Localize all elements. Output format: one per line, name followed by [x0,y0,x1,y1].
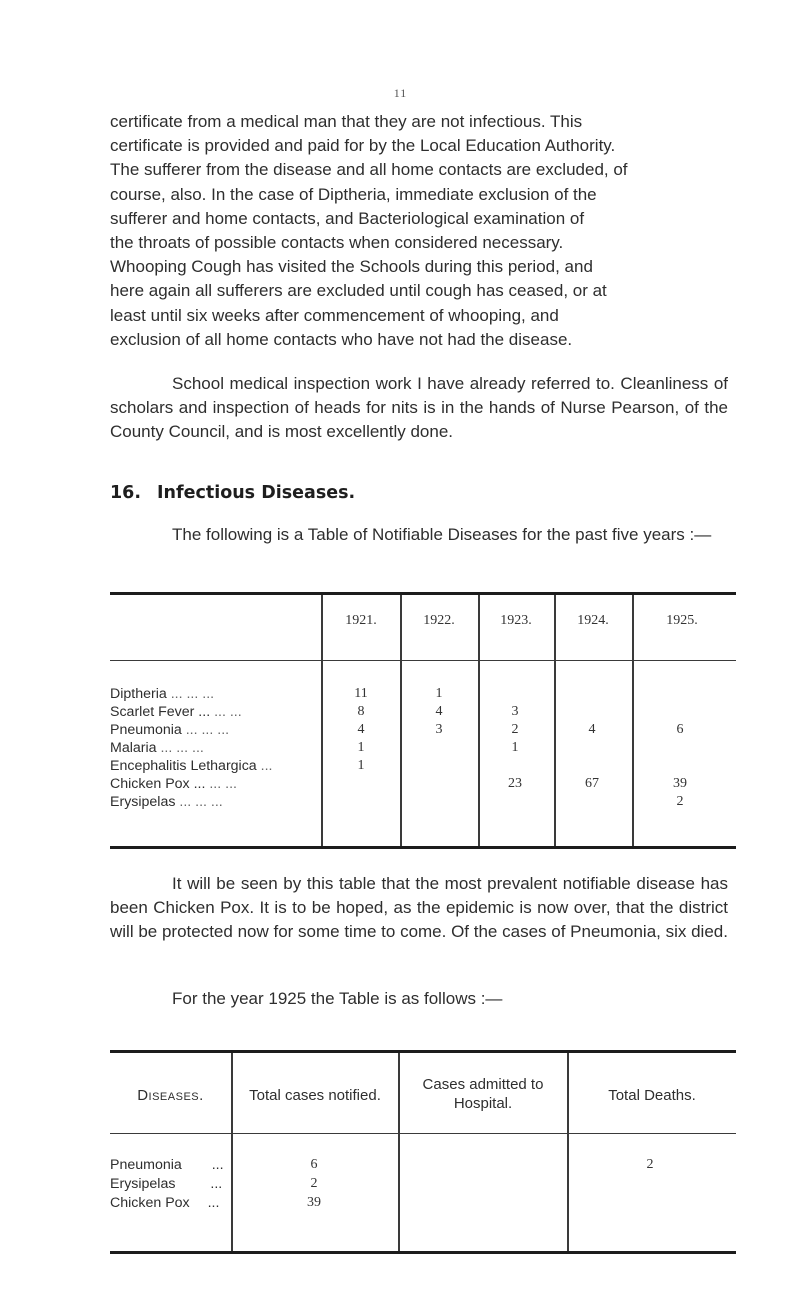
table-bottom-rule [110,1251,736,1254]
table-bottom-rule [110,846,736,849]
column-divider [554,595,556,846]
table-cell: 4 [357,722,365,737]
table-cell: 4 [588,722,596,737]
text-line: sufferer and home contacts, and Bacteriological examination of [110,208,585,228]
text-line: certificate from a medical man that they are not infectious. This [110,112,583,131]
table-cell: 4 [435,704,443,719]
year-header: 1924. [577,613,609,628]
table-cell: 2 [646,1157,654,1172]
year-header: 1921. [345,613,377,628]
column-divider [632,595,634,846]
paragraph-prevalence: It will be seen by this table that the most prevalent notifiable disease has been Chicken Pox. It is to be hoped, as the epidemic is now over, that the district will be protected now for some time to come. Of the cases of Pneumonia, six died. [110,874,728,942]
header-rule [568,1133,736,1134]
text-line: The sufferer from the disease and all home contacts are excluded, of [110,160,628,180]
table-top-rule [110,592,736,595]
header-diseases: Diseases. [137,1087,204,1104]
header-total-notified: Total cases notified. [249,1087,381,1104]
header-admitted-line: Hospital. [453,1095,513,1112]
table-cell: 6 [310,1157,318,1172]
header-rule [399,1133,567,1134]
text-line: certificate is provided and paid for by the Local Education Authority. [110,136,616,156]
year-header: 1925. [666,613,698,628]
header-rule [555,660,632,661]
table-cell: 3 [511,704,519,719]
paragraph-table-intro: The following is a Table of Notifiable Diseases for the past five years :— [172,525,712,544]
page-number: 11 [393,86,408,100]
table-row-label: Pneumonia ... ... ... [110,722,230,738]
header-total-deaths: Total Deaths. [608,1087,696,1104]
table-row-label: Scarlet Fever ... ... ... [110,704,242,720]
text-line: the throats of possible contacts when considered necessary. [110,233,564,253]
table-top-rule [110,1050,736,1053]
section-title: Infectious Diseases. [157,483,356,503]
table-row-label: Encephalitis Lethargica ... [110,758,273,774]
table-cell: 2 [511,722,519,737]
text-line: Whooping Cough has visited the Schools during this period, and [110,257,593,277]
table-row-label: Erysipelas ... [110,1176,223,1192]
table-row-label: Malaria ... ... ... [110,740,204,756]
header-rule [479,660,554,661]
text-line: least until six weeks after commencement of whooping, and [110,305,559,325]
table-cell: 1 [511,740,519,755]
table-cell: 2 [676,794,684,809]
table-cell: 1 [357,758,365,773]
text-line: exclusion of all home contacts who have not had the disease. [110,329,573,349]
paragraph-inspection: School medical inspection work I have already referred to. Cleanliness of scholars and inspection of heads for nits is in the hands of Nurse Pearson, of the County Council, and is most excellently done. [110,374,728,442]
header-admitted [399,1075,567,1113]
table-cell: 8 [357,704,365,719]
table-row-label: Chicken Pox ... ... ... [110,776,237,792]
header-rule [110,660,321,661]
table-row-label: Erysipelas ... ... ... [110,794,223,810]
section-number: 16. [110,483,142,503]
section-heading [110,483,371,503]
table-row-label: Chicken Pox ... [110,1195,220,1211]
header-rule [110,1133,231,1134]
table-cell: 39 [673,776,687,791]
year-header: 1923. [500,613,532,628]
column-divider [478,595,480,846]
header-rule [322,660,400,661]
table-cell: 3 [435,722,443,737]
table-cell: 1 [435,686,443,701]
column-divider [567,1053,569,1251]
text-line: here again all sufferers are excluded until cough has ceased, or at [110,281,607,301]
table-cell: 11 [354,686,368,701]
paragraph-table2-intro: For the year 1925 the Table is as follows :— [172,989,503,1008]
header-admitted-line: Cases admitted to [422,1076,544,1093]
header-rule [232,1133,398,1134]
text-line: course, also. In the case of Diptheria, immediate exclusion of the [110,184,597,204]
table-cell: 1 [357,740,365,755]
table-cell: 67 [585,776,599,791]
table-cell: 23 [508,776,522,791]
table-cell: 2 [310,1176,318,1191]
column-divider [231,1053,233,1251]
column-divider [321,595,323,846]
table-row-label: Diptheria ... ... ... [110,686,215,702]
column-divider [400,595,402,846]
table-row-label: Pneumonia ... [110,1157,224,1173]
year-header: 1922. [423,613,455,628]
table-cell: 39 [307,1195,321,1210]
paragraph-exclusion [110,110,728,352]
header-rule [401,660,478,661]
header-rule [633,660,736,661]
table-cell: 6 [676,722,684,737]
